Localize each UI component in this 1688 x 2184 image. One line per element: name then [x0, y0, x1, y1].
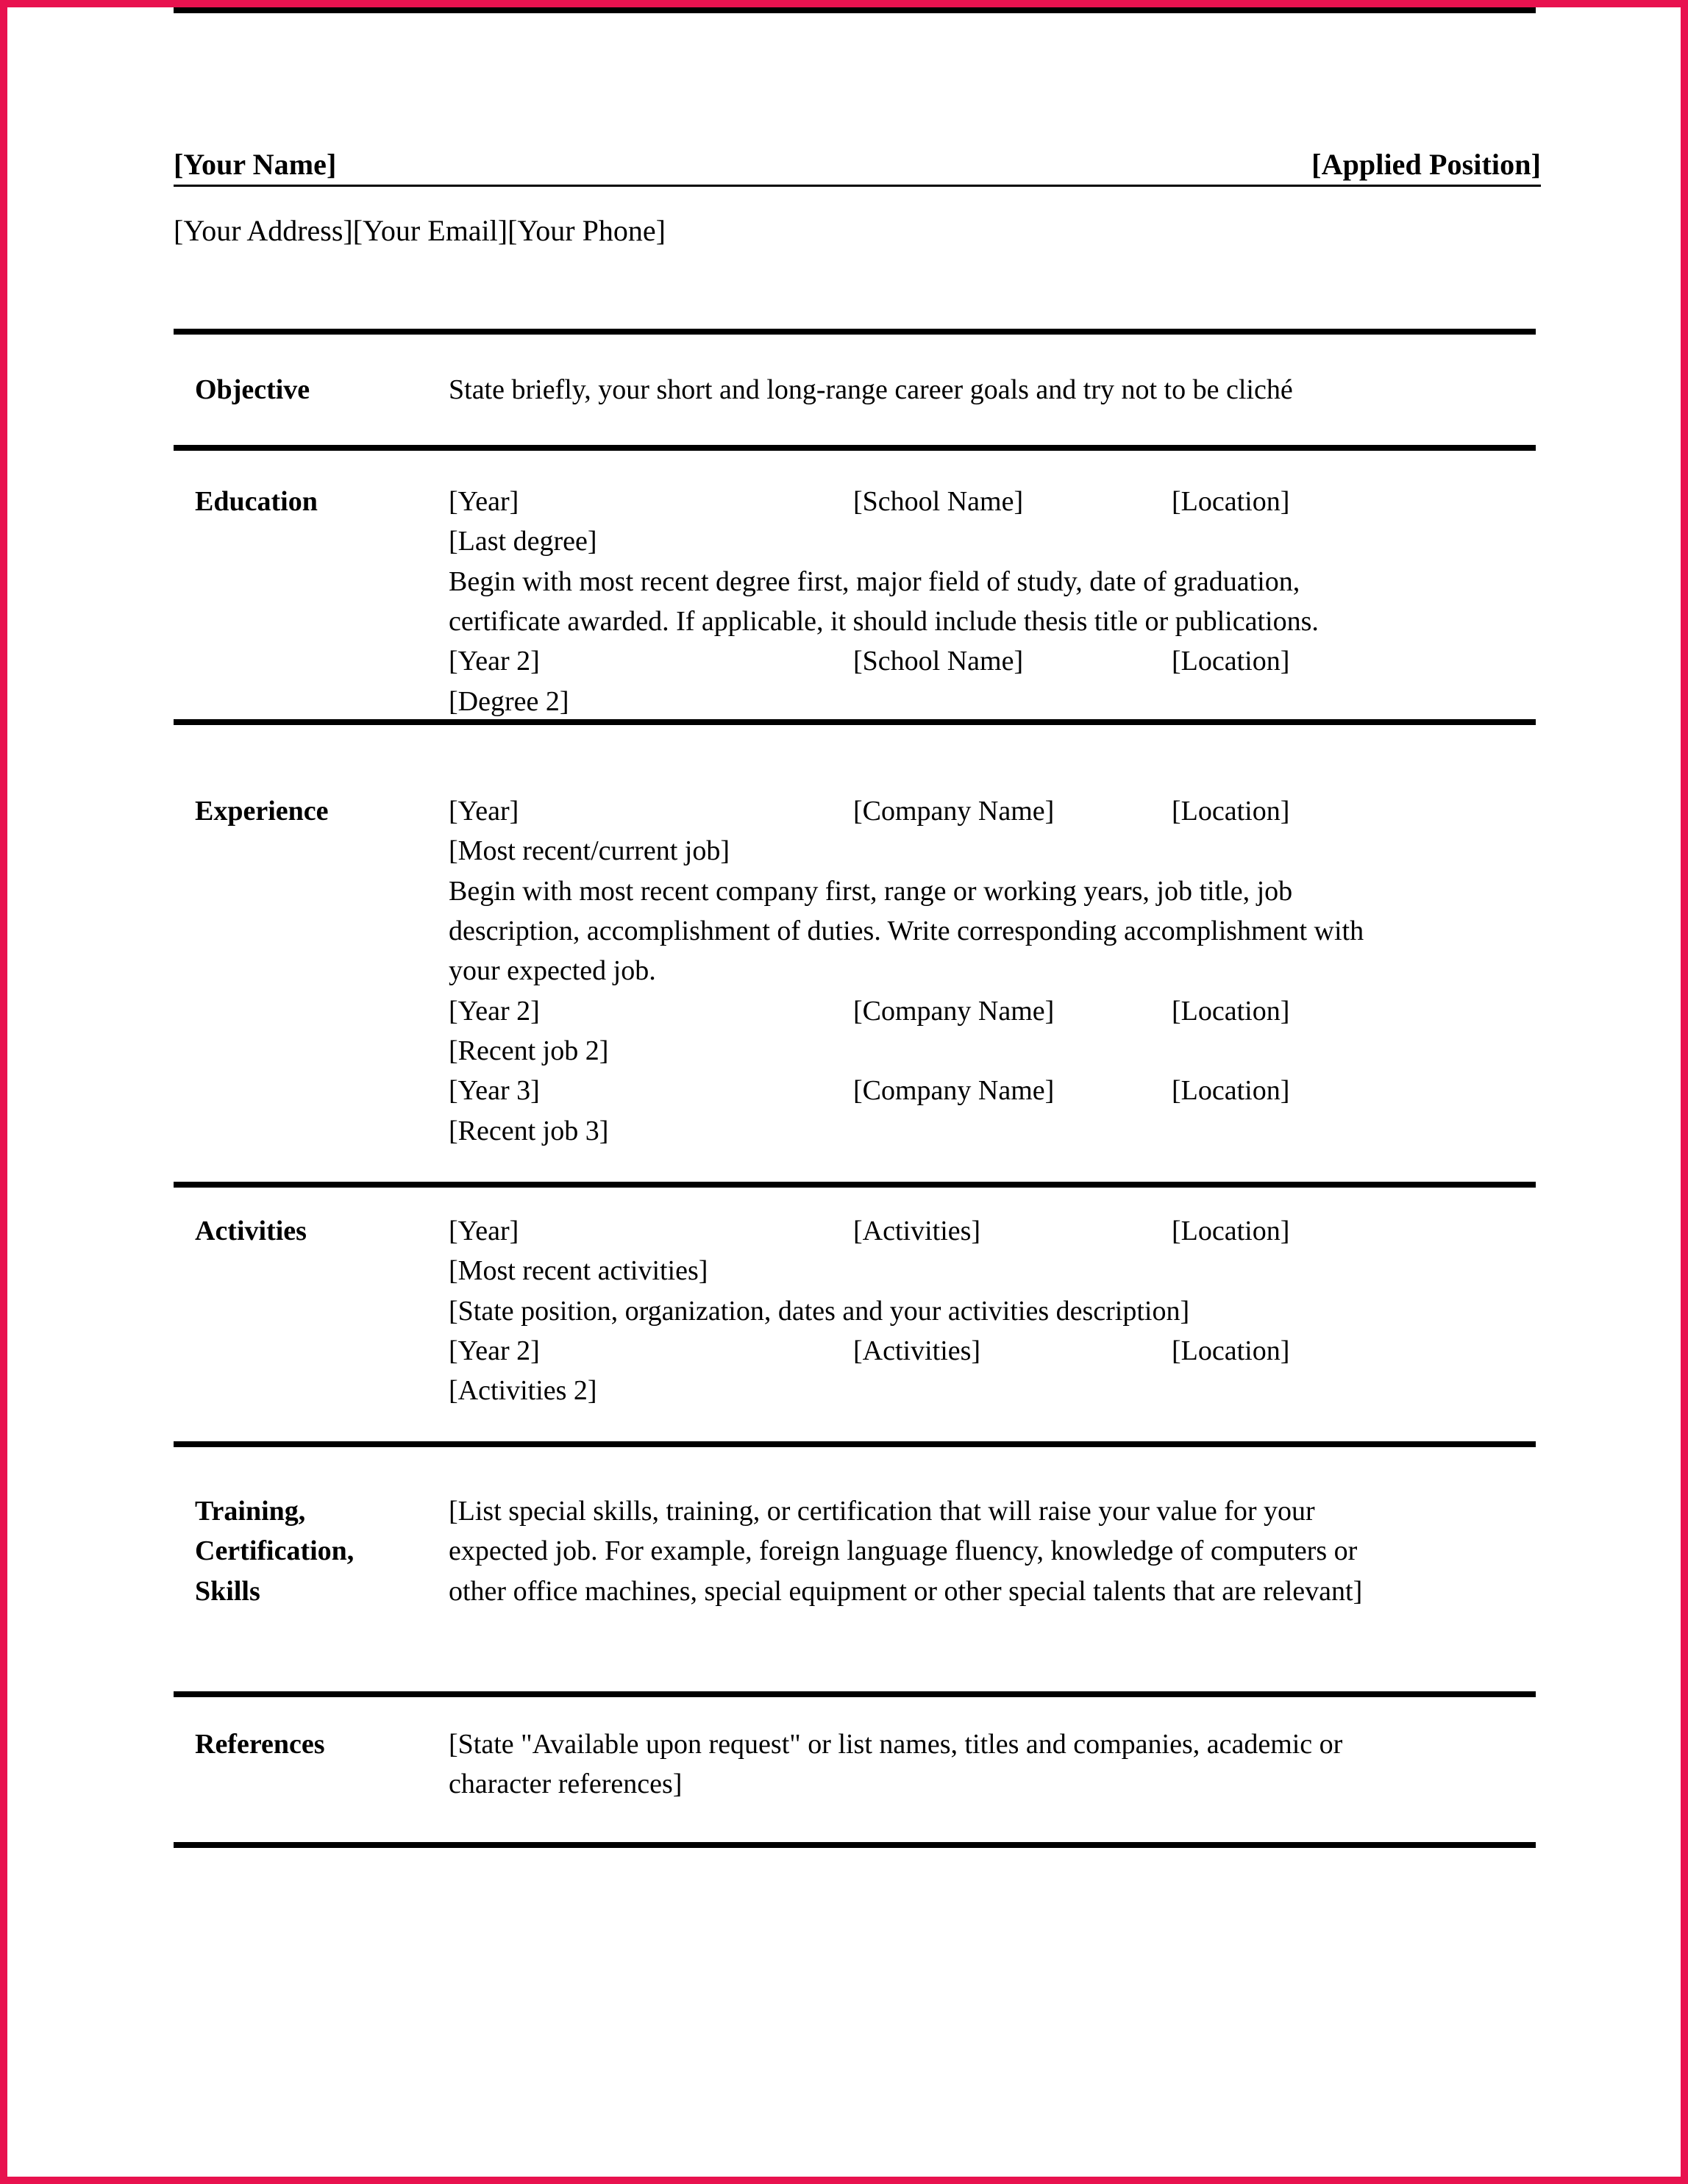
experience-entry-3-job[interactable]: [Recent job 3] [449, 1115, 609, 1146]
activities-entry-1-location[interactable]: [Location] [1172, 1216, 1290, 1246]
section-body-education [449, 482, 1536, 721]
education-entry-2-location[interactable]: [Location] [1172, 646, 1290, 677]
experience-entry-1-company[interactable]: [Company Name] [853, 796, 1055, 827]
education-entry-2-year[interactable]: [Year 2] [449, 646, 540, 677]
activities-entry-1-activity[interactable]: [Activities] [853, 1216, 981, 1246]
experience-entry-3-location[interactable]: [Location] [1172, 1075, 1290, 1107]
contact-line[interactable]: [Your Address][Your Email][Your Phone] [174, 214, 666, 247]
section-training [174, 1491, 1536, 1611]
experience-entry-3-header [449, 1071, 1536, 1110]
section-label-training-line1: Training, [195, 1496, 306, 1527]
experience-entry-3-year[interactable]: [Year 3] [449, 1075, 540, 1107]
section-rule-activities [174, 1441, 1536, 1447]
activities-entry-2-header [449, 1331, 1536, 1371]
section-label-training-line3: Skills [195, 1575, 260, 1607]
section-activities [174, 1211, 1536, 1411]
section-rule-top [174, 329, 1536, 335]
experience-entry-1-job[interactable]: [Most recent/current job] [449, 835, 730, 867]
section-rule-training [174, 1691, 1536, 1697]
section-rule-objective [174, 445, 1536, 451]
education-entry-2-degree[interactable]: [Degree 2] [449, 685, 569, 717]
activities-entry-1-year[interactable]: [Year] [449, 1216, 519, 1246]
section-label-education: Education [195, 486, 318, 517]
section-experience [174, 791, 1536, 1151]
activities-entry-2-location[interactable]: [Location] [1172, 1335, 1290, 1366]
experience-entry-2-location[interactable]: [Location] [1172, 995, 1290, 1027]
experience-entry-1-year[interactable]: [Year] [449, 796, 519, 827]
references-text[interactable]: [State "Available upon request" or list names, titles and companies, academic or character references] [449, 1729, 1343, 1800]
training-text[interactable]: [List special skills, training, or certification that will raise your value for your expected job. For example, foreign language fluency, knowledge of computers or other office machines, special equipment or other special talents that are relevant] [449, 1496, 1363, 1607]
activities-description[interactable]: [State position, organization, dates and your activities description] [449, 1295, 1190, 1327]
section-label-activities: Activities [195, 1216, 307, 1246]
experience-entry-3-company[interactable]: [Company Name] [853, 1075, 1055, 1107]
section-body-activities [449, 1211, 1536, 1411]
section-label-training-line2: Certification, [195, 1535, 355, 1567]
section-references [174, 1724, 1536, 1805]
education-entry-1-location[interactable]: [Location] [1172, 486, 1290, 517]
education-entry-1-year[interactable]: [Year] [449, 486, 519, 517]
section-label-training [174, 1491, 449, 1611]
experience-entry-2-year[interactable]: [Year 2] [449, 995, 540, 1027]
objective-text[interactable]: State briefly, your short and long-range career goals and try not to be cliché [449, 374, 1293, 405]
activities-entry-1-detail[interactable]: [Most recent activities] [449, 1255, 708, 1287]
section-education [174, 482, 1536, 721]
experience-entry-2-job[interactable]: [Recent job 2] [449, 1035, 609, 1066]
activities-entry-2-year[interactable]: [Year 2] [449, 1335, 540, 1366]
education-entry-1-header [449, 482, 1536, 521]
section-rule-bottom [174, 1842, 1536, 1848]
experience-entry-1-location[interactable]: [Location] [1172, 796, 1290, 827]
section-label-references: References [195, 1729, 325, 1760]
section-body-training [449, 1491, 1536, 1611]
experience-entry-1-header [449, 791, 1536, 831]
education-description[interactable]: Begin with most recent degree first, major field of study, date of graduation, certificate awarded. If applicable, it should include thesis title or publications. [449, 565, 1319, 637]
resume-header [174, 149, 1541, 187]
section-objective [174, 370, 1536, 410]
activities-entry-1-header [449, 1211, 1536, 1251]
activities-entry-2-activity[interactable]: [Activities] [853, 1335, 981, 1366]
applied-position-field[interactable]: [Applied Position] [1311, 148, 1541, 181]
section-body-experience [449, 791, 1536, 1151]
experience-entry-2-company[interactable]: [Company Name] [853, 995, 1055, 1027]
education-entry-1-school[interactable]: [School Name] [853, 486, 1024, 517]
section-body-objective [449, 370, 1536, 410]
section-label-experience: Experience [195, 796, 329, 827]
education-entry-1-degree[interactable]: [Last degree] [449, 526, 597, 557]
experience-description[interactable]: Begin with most recent company first, range or working years, job title, job description, accomplishment of duties. Write corresponding accomplishment with your expected job. [449, 875, 1364, 987]
activities-entry-2-detail[interactable]: [Activities 2] [449, 1375, 597, 1407]
education-entry-2-school[interactable]: [School Name] [853, 646, 1024, 677]
section-label-objective: Objective [195, 374, 310, 405]
your-name-field[interactable]: [Your Name] [174, 148, 337, 181]
section-body-references [449, 1724, 1536, 1805]
section-rule-experience [174, 1182, 1536, 1188]
education-entry-2-header [449, 641, 1536, 681]
experience-entry-2-header [449, 991, 1536, 1031]
